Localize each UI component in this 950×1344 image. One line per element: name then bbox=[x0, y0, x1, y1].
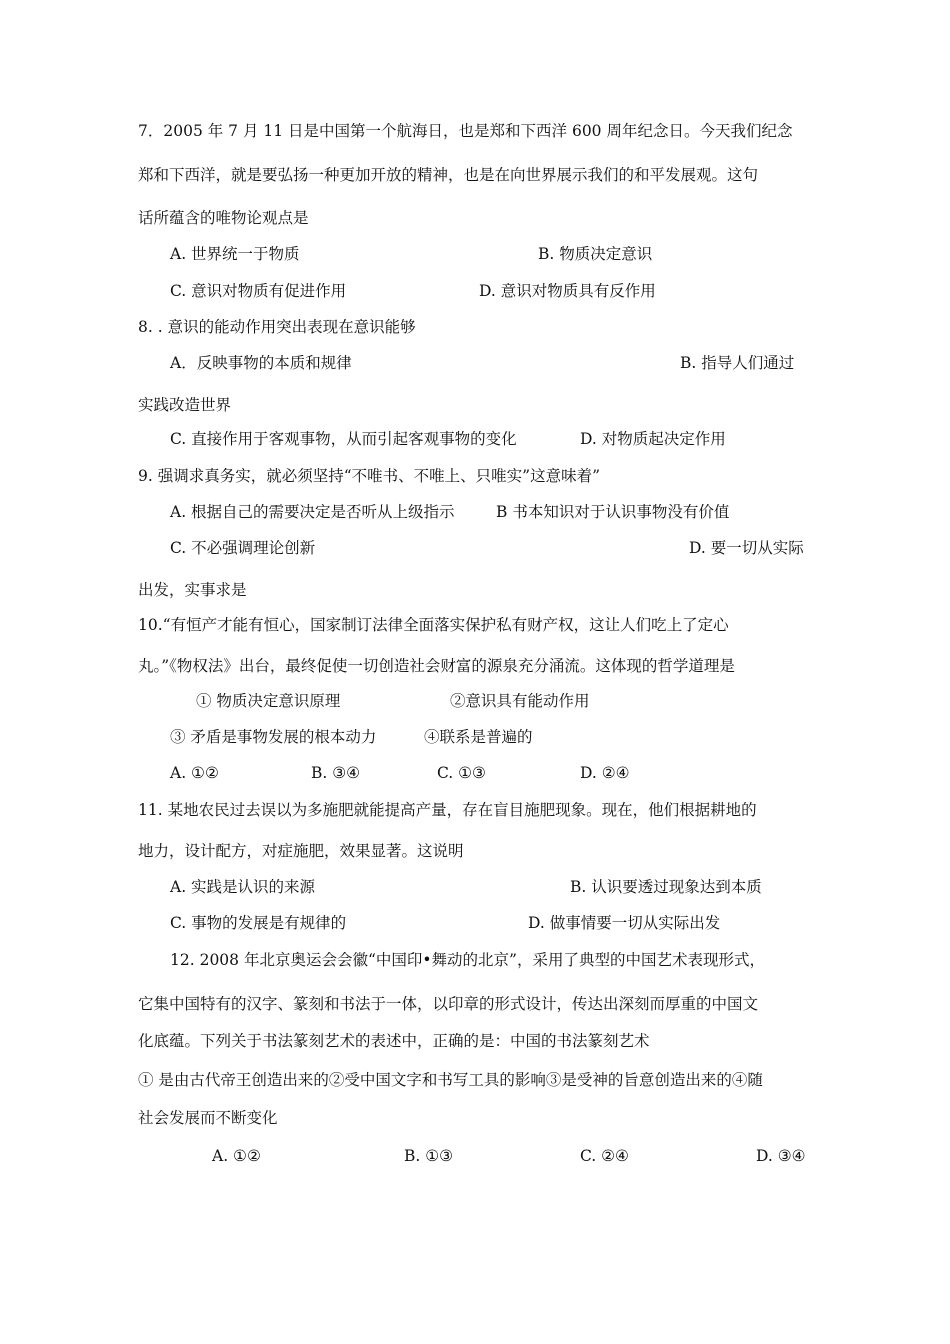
q9-option-b: B 书本知识对于认识事物没有价值 bbox=[496, 503, 730, 521]
q12-option-c: C. ②④ bbox=[580, 1147, 629, 1165]
q7-stem-line-3: 话所蕴含的唯物论观点是 bbox=[138, 209, 309, 227]
q11-option-d: D. 做事情要一切从实际出发 bbox=[528, 914, 721, 932]
q7-option-b: B. 物质决定意识 bbox=[538, 245, 653, 263]
q9-stem: 9. 强调求真务实，就必须坚持“不唯书、不唯上、只唯实”这意味着” bbox=[138, 467, 600, 485]
q11-option-a: A. 实践是认识的来源 bbox=[170, 878, 316, 896]
q11-stem-line-2: 地力，设计配方，对症施肥，效果显著。这说明 bbox=[138, 842, 464, 860]
q7-stem-line-2: 郑和下西洋，就是要弘扬一种更加开放的精神，也是在向世界展示我们的和平发展观。这句 bbox=[138, 166, 759, 184]
q12-statements-line-1: ① 是由古代帝王创造出来的②受中国文字和书写工具的影响③是受神的旨意创造出来的④随 bbox=[138, 1071, 763, 1089]
q12-stem-line-3: 化底蕴。下列关于书法篆刻艺术的表述中，正确的是：中国的书法篆刻艺术 bbox=[138, 1032, 650, 1050]
q12-option-a: A. ①② bbox=[212, 1147, 261, 1165]
q7-option-c: C. 意识对物质有促进作用 bbox=[170, 282, 347, 300]
q8-stem: 8. . 意识的能动作用突出表现在意识能够 bbox=[138, 318, 416, 336]
q10-option-d: D. ②④ bbox=[580, 764, 630, 782]
q7-option-a: A. 世界统一于物质 bbox=[170, 245, 300, 263]
q10-stem-line-2: 丸。”《物权法》出台，最终促使一切创造社会财富的源泉充分涌流。这体现的哲学道理是 bbox=[138, 657, 735, 675]
q12-statements-line-2: 社会发展而不断变化 bbox=[138, 1109, 278, 1127]
q11-option-b: B. 认识要透过现象达到本质 bbox=[570, 878, 762, 896]
q10-option-c: C. ①③ bbox=[437, 764, 486, 782]
q9-option-d-continued: 出发，实事求是 bbox=[138, 581, 247, 599]
q9-option-a: A. 根据自己的需要决定是否听从上级指示 bbox=[170, 503, 455, 521]
q10-option-b: B. ③④ bbox=[311, 764, 361, 782]
q7-option-d: D. 意识对物质具有反作用 bbox=[479, 282, 656, 300]
q8-option-a: A．反映事物的本质和规律 bbox=[170, 354, 352, 372]
q9-option-d: D. 要一切从实际 bbox=[689, 539, 804, 557]
q10-statement-1: ① 物质决定意识原理 bbox=[196, 692, 341, 710]
q12-option-d: D. ③④ bbox=[756, 1147, 806, 1165]
q10-statement-3: ③ 矛盾是事物发展的根本动力 bbox=[170, 728, 377, 746]
q12-stem-line-2: 它集中国特有的汉字、篆刻和书法于一体，以印章的形式设计，传达出深刻而厚重的中国文 bbox=[138, 995, 759, 1013]
q11-stem-line-1: 11. 某地农民过去误以为多施肥就能提高产量，存在盲目施肥现象。现在，他们根据耕地的 bbox=[138, 801, 757, 819]
q10-statement-4: ④联系是普遍的 bbox=[424, 728, 533, 746]
q10-statement-2: ②意识具有能动作用 bbox=[450, 692, 590, 710]
q10-stem-line-1: 10.“有恒产才能有恒心，国家制订法律全面落实保护私有财产权，这让人们吃上了定心 bbox=[138, 616, 729, 634]
q10-option-a: A. ①② bbox=[170, 764, 219, 782]
q7-stem-line-1: 7．2005 年 7 月 11 日是中国第一个航海日，也是郑和下西洋 600 周年纪念日。今天我们纪念 bbox=[138, 122, 793, 140]
q12-option-b: B. ①③ bbox=[404, 1147, 454, 1165]
q8-option-b: B. 指导人们通过 bbox=[680, 354, 795, 372]
q8-option-d: D. 对物质起决定作用 bbox=[580, 430, 726, 448]
q11-option-c: C. 事物的发展是有规律的 bbox=[170, 914, 347, 932]
q8-option-c: C. 直接作用于客观事物，从而引起客观事物的变化 bbox=[170, 430, 517, 448]
q12-stem-line-1: 12. 2008 年北京奥运会会徽“中国印•舞动的北京”，采用了典型的中国艺术表现形式， bbox=[170, 951, 765, 969]
q8-option-b-continued: 实践改造世界 bbox=[138, 396, 232, 414]
q9-option-c: C. 不必强调理论创新 bbox=[170, 539, 316, 557]
